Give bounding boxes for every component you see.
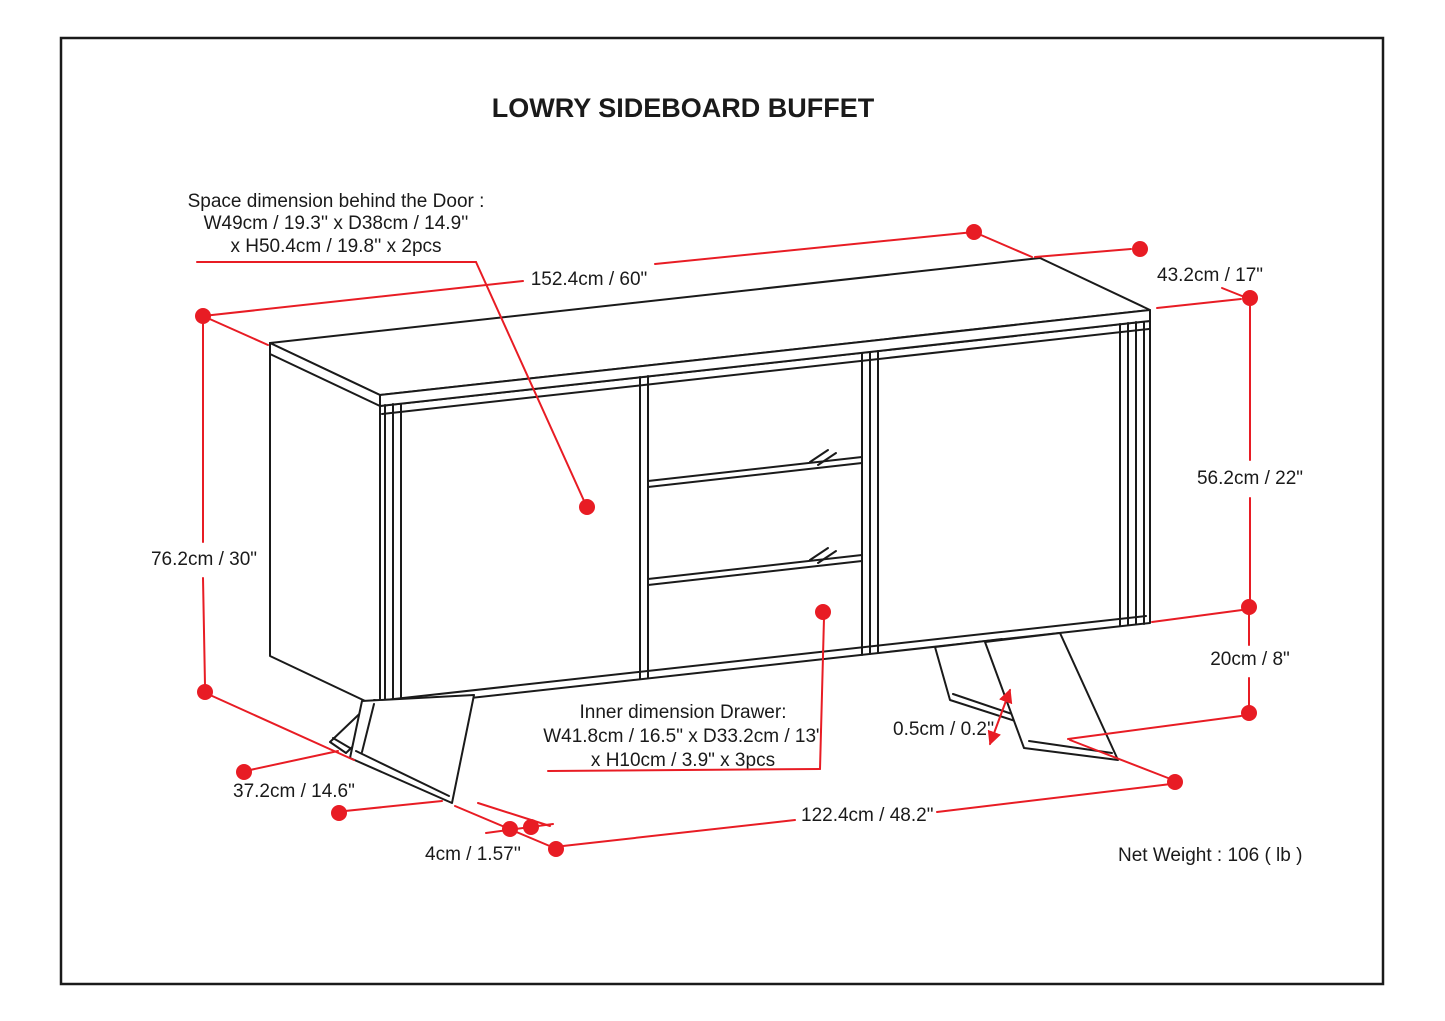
- dimension-label-overall-width: 152.4cm / 60": [530, 269, 648, 290]
- dimension-point: [502, 821, 518, 837]
- dimension-point: [197, 684, 213, 700]
- dimension-label-overall-height: 76.2cm / 30": [150, 549, 258, 570]
- dimension-point: [331, 805, 347, 821]
- dimension-point: [195, 308, 211, 324]
- dimension-leg-thickness: [425, 803, 553, 865]
- dimension-point: [966, 224, 982, 240]
- dimension-line: [563, 820, 795, 846]
- dimension-point: [236, 764, 252, 780]
- dimension-line: [250, 751, 338, 770]
- dimension-label-glide-thickness: 0.5cm / 0.2'': [893, 719, 995, 740]
- page-title: LOWRY SIDEBOARD BUFFET: [491, 93, 875, 123]
- dimension-point: [815, 604, 831, 620]
- dimension-point: [548, 841, 564, 857]
- dimension-label-leg-thickness: 4cm / 1.57'': [425, 844, 521, 865]
- dimension-line: [203, 281, 523, 316]
- front-right-leg: [985, 633, 1118, 760]
- dimension-point: [1242, 290, 1258, 306]
- dimension-line: [1035, 249, 1131, 257]
- door-space-line1: Space dimension behind the Door :: [187, 191, 485, 212]
- dimension-line: [486, 824, 553, 833]
- drawer-inner-line1: Inner dimension Drawer:: [579, 702, 787, 723]
- extension-line: [1152, 610, 1242, 622]
- dimension-line: [655, 232, 974, 264]
- dimension-label-leg-height: 20cm / 8": [1210, 649, 1290, 670]
- drawer-inner-line2: W41.8cm / 16.5" x D33.2cm / 13": [543, 726, 823, 747]
- front-left-leg: [350, 695, 474, 803]
- extension-line: [1070, 740, 1168, 778]
- dimension-label-leg-span-width: 122.4cm / 48.2": [801, 805, 934, 826]
- dimension-label-cabinet-height: 56.2cm / 22": [1196, 468, 1304, 489]
- dimension-line: [1222, 288, 1242, 296]
- dimension-point: [1167, 774, 1183, 790]
- drawer-inner-line3: x H10cm / 3.9" x 3pcs: [590, 750, 776, 771]
- net-weight-label: Net Weight : 106 ( lb ): [1118, 845, 1303, 866]
- door-space-line2: W49cm / 19.3'' x D38cm / 14.9'': [203, 213, 469, 234]
- dimension-label-overall-depth: 43.2cm / 17": [1157, 265, 1264, 286]
- dimension-line: [937, 784, 1171, 812]
- dimension-leg-height: [1068, 615, 1290, 739]
- dimension-point: [579, 499, 595, 515]
- dimension-point: [1241, 705, 1257, 721]
- extension-line: [210, 695, 354, 760]
- extension-line: [1157, 299, 1241, 308]
- dimension-label-leg-footprint-depth: 37.2cm / 14.6": [233, 781, 355, 802]
- dimension-cabinet-height: [1152, 306, 1303, 622]
- leader-line: [548, 769, 820, 771]
- dimension-point: [1241, 599, 1257, 615]
- dimension-point: [1132, 241, 1148, 257]
- dimension-line: [203, 578, 205, 685]
- door-space-line3: x H50.4cm / 19.8'' x 2pcs: [230, 236, 442, 257]
- dimension-point: [523, 819, 539, 835]
- extension-line: [203, 316, 268, 345]
- dimension-line: [345, 801, 442, 811]
- extension-line: [974, 232, 1032, 257]
